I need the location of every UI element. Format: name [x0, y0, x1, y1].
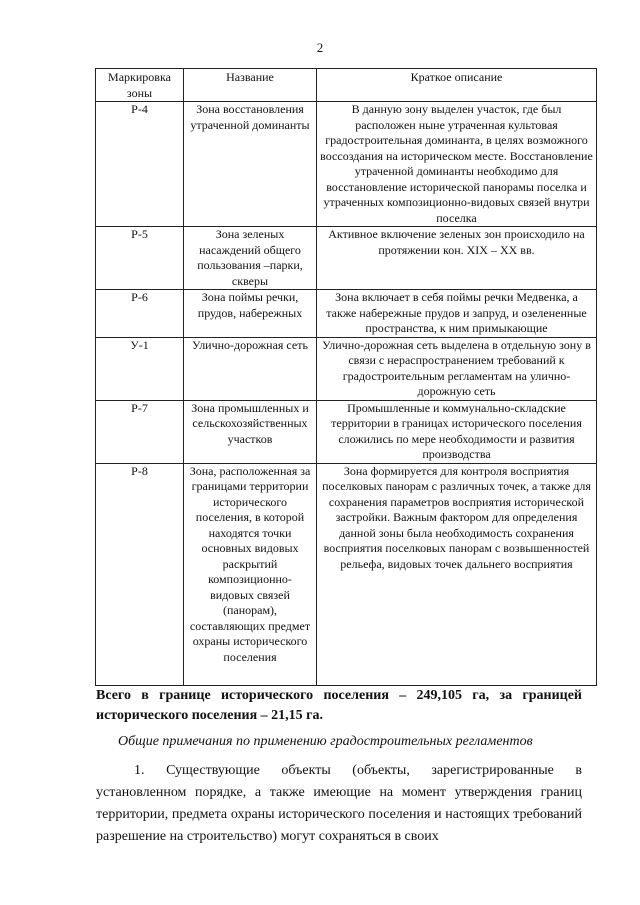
table-row: [96, 337, 597, 400]
zones-table: [95, 68, 597, 686]
zone-name-cell: Зона зеленых насаждений общего пользования –парки, скверы: [184, 227, 317, 290]
total-area-statement: Всего в границе исторического поселения – 249,105 га, за границей исторического поселения – 21,15 га.: [96, 688, 582, 723]
zone-description-cell: Промышленные и коммунально-складские территории в границах исторического поселения сложились по мере необходимости и развития производства: [317, 400, 597, 463]
zone-name-cell: Зона восстановления утраченной доминанты: [184, 102, 317, 227]
zone-code-cell: Р-4: [96, 102, 184, 227]
header-zone-description: Краткое описание: [317, 69, 597, 102]
zone-name-cell: Зона промышленных и сельскохозяйственных участков: [184, 400, 317, 463]
header-zone-code: Маркировка зоны: [96, 69, 184, 102]
zone-code-cell: Р-6: [96, 290, 184, 338]
zone-code-cell: Р-5: [96, 227, 184, 290]
table-row: [96, 290, 597, 338]
zone-description-cell: Зона формируется для контроля восприятия поселковых панорам с различных точек, а также для сохранения параметров восприятия исторической застройки. Важным фактором для определения данной зоны была необходимость сохранения восприятия поселковых панорам с возвышенностей рельефа, видовых точек дальнего восприятия: [317, 463, 597, 685]
table-row: [96, 227, 597, 290]
zone-description-cell: Улично-дорожная сеть выделена в отдельную зону в связи с нераспространением требований к градостроительным регламентам на улично-дорожную сеть: [317, 337, 597, 400]
header-zone-name: Название: [184, 69, 317, 102]
zone-code-cell: Р-8: [96, 463, 184, 685]
table-header-row: [96, 69, 597, 102]
zone-code-cell: У-1: [96, 337, 184, 400]
table-row: [96, 102, 597, 227]
table-row: [96, 400, 597, 463]
zone-name-cell: Зона поймы речки, прудов, набережных: [184, 290, 317, 338]
zone-description-cell: В данную зону выделен участок, где был расположен ныне утраченная культовая градостроительная доминанта, в целях возможного воссоздания на историческом месте. Восстановление утраченной доминанты необходимо для восстановление исторической панорамы поселка и утраченных композиционно-видовых связей внутри поселка: [317, 102, 597, 227]
zone-description-cell: Активное включение зеленых зон происходило на протяжении кон. XIX – XX вв.: [317, 227, 597, 290]
zone-code-cell: Р-7: [96, 400, 184, 463]
zone-name-cell: Зона, расположенная за границами территории исторического поселения, в которой находятся точки основных видовых раскрытий композиционно-видовых связей (панорам), составляющих предмет охраны исторического поселения: [184, 463, 317, 685]
page-number: 2: [316, 40, 324, 55]
notes-heading: Общие примечания по применению градостроительных регламентов: [118, 734, 533, 749]
zone-name-cell: Улично-дорожная сеть: [184, 337, 317, 400]
table-row: [96, 463, 597, 685]
zone-description-cell: Зона включает в себя поймы речки Медвенка, а также набережные прудов и запруд, и озелененные пространства, к ним примыкающие: [317, 290, 597, 338]
note-paragraph: 1. Существующие объекты (объекты, зарегистрированные в установленном порядке, а также имеющие на момент утверждения границ территории, предмета охраны исторического поселения и настоящих требований разрешение на строительство) могут сохраняться в своих: [96, 763, 582, 844]
